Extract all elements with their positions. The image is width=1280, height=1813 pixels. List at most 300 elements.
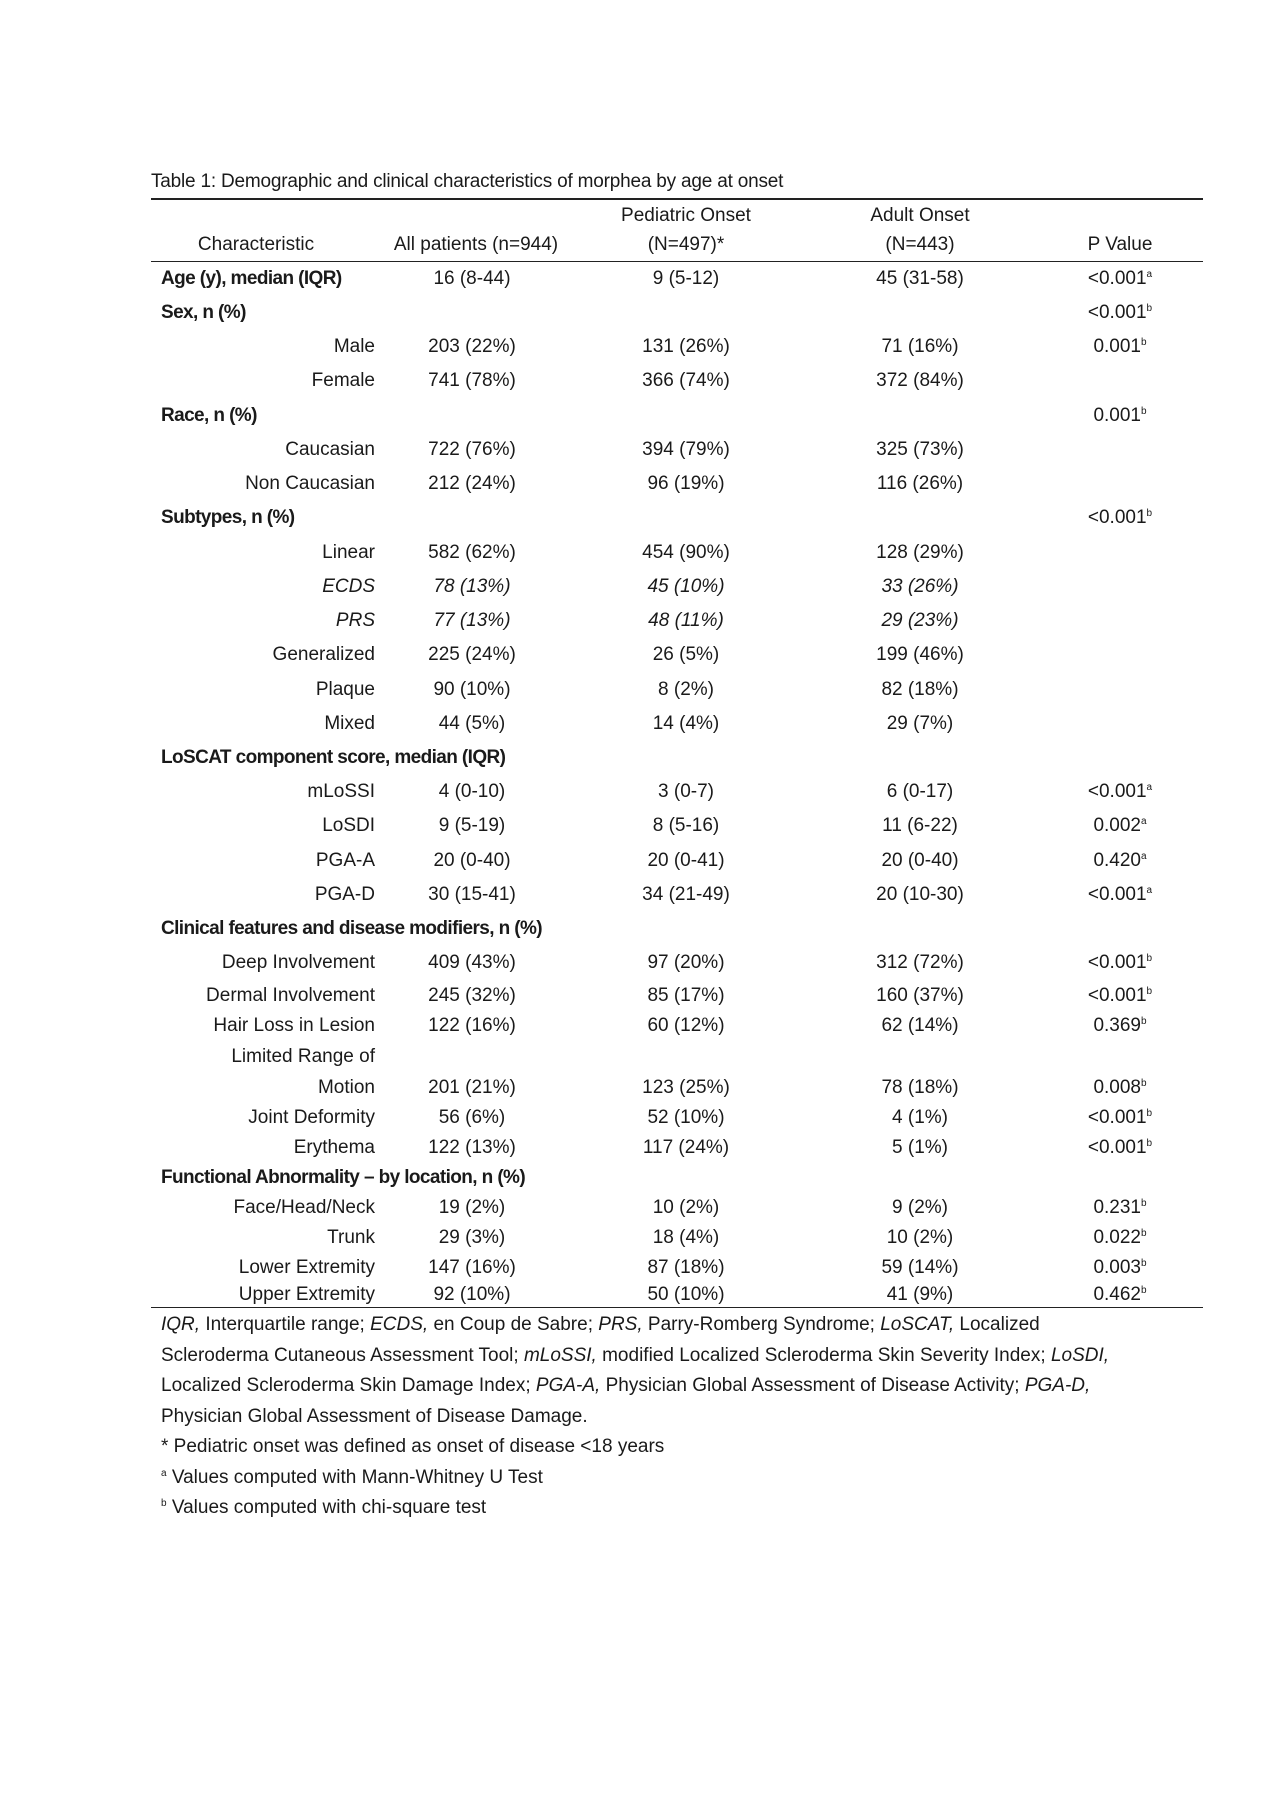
cell-all-patients bbox=[375, 843, 569, 878]
cell-p-value bbox=[1037, 843, 1203, 878]
cell-adult-onset bbox=[803, 980, 1037, 1011]
row-label bbox=[151, 1103, 375, 1133]
cell-adult-onset-text: 372 (84%) bbox=[876, 370, 964, 391]
cell-pediatric-onset-text: 85 (17%) bbox=[647, 985, 725, 1006]
row-label-text: Hair Loss in Lesion bbox=[213, 1015, 375, 1036]
row-label bbox=[151, 1253, 375, 1283]
cell-all-patients bbox=[375, 364, 569, 398]
cell-pediatric-onset bbox=[569, 707, 803, 741]
p-value-footnote-marker: b bbox=[1140, 337, 1147, 348]
abbreviation-definition: Parry-Romberg Syndrome; bbox=[642, 1314, 881, 1335]
footnote-star: * Pediatric onset was defined as onset of disease <18 years bbox=[161, 1436, 665, 1457]
cell-all-patients-text: 409 (43%) bbox=[428, 952, 516, 973]
table-row bbox=[151, 467, 1203, 501]
row-label bbox=[151, 843, 375, 878]
cell-adult-onset bbox=[803, 946, 1037, 980]
table-section-row bbox=[151, 501, 1203, 535]
p-value-footnote-marker: b bbox=[1140, 1198, 1147, 1209]
cell-pediatric-onset-text: 50 (10%) bbox=[647, 1284, 725, 1305]
cell-adult-onset bbox=[803, 809, 1037, 843]
cell-p-value bbox=[1037, 1223, 1203, 1253]
row-label bbox=[151, 638, 375, 672]
cell-adult-onset bbox=[803, 604, 1037, 638]
p-value-footnote-marker: b bbox=[1140, 1258, 1147, 1269]
cell-all-patients-text: 29 (3%) bbox=[438, 1227, 506, 1248]
header-pediatric-line1: Pediatric Onset bbox=[621, 205, 751, 226]
cell-p-value bbox=[1037, 1193, 1203, 1223]
cell-p-value bbox=[1037, 1103, 1203, 1133]
cell-all-patients-text: 30 (15-41) bbox=[428, 884, 516, 905]
p-value-footnote-marker: b bbox=[1146, 953, 1153, 964]
abbreviation-definition: Physician Global Assessment of Disease Activity; bbox=[600, 1375, 1025, 1396]
cell-pediatric-onset bbox=[569, 570, 803, 604]
row-label-text: LoSDI bbox=[322, 815, 375, 836]
cell-adult-onset-text: 62 (14%) bbox=[881, 1015, 959, 1036]
row-label bbox=[151, 707, 375, 741]
cell-all-patients-text: 77 (13%) bbox=[433, 610, 511, 631]
row-label bbox=[151, 1072, 375, 1103]
table-row bbox=[151, 330, 1203, 364]
cell-all-patients bbox=[375, 1072, 569, 1103]
cell-pediatric-onset bbox=[569, 809, 803, 843]
row-label-text: Male bbox=[333, 336, 375, 357]
cell-all-patients-text: 203 (22%) bbox=[428, 336, 516, 357]
cell-p-value bbox=[1037, 398, 1203, 433]
table-section-row bbox=[151, 398, 1203, 433]
cell-all-patients-text: 90 (10%) bbox=[433, 679, 511, 700]
cell-adult-onset-text: 20 (0-40) bbox=[881, 850, 959, 871]
row-label-text: Age (y), median (IQR) bbox=[161, 268, 342, 289]
cell-p-value-text: <0.001 bbox=[1087, 884, 1147, 905]
cell-adult-onset-text: 11 (6-22) bbox=[882, 815, 958, 836]
p-value-footnote-marker: a bbox=[1140, 851, 1147, 862]
table-row bbox=[151, 1283, 1203, 1307]
table-section-row bbox=[151, 296, 1203, 330]
cell-adult-onset-text: 128 (29%) bbox=[876, 542, 964, 563]
row-label bbox=[151, 535, 375, 570]
row-label bbox=[161, 501, 861, 535]
cell-pediatric-onset bbox=[569, 1133, 803, 1163]
abbreviation-term: PGA-D, bbox=[1024, 1375, 1091, 1396]
cell-p-value bbox=[1037, 296, 1203, 330]
cell-adult-onset-text: 29 (7%) bbox=[886, 713, 954, 734]
cell-adult-onset-text: 312 (72%) bbox=[876, 952, 964, 973]
table-row bbox=[151, 1133, 1203, 1163]
cell-adult-onset bbox=[803, 638, 1037, 672]
cell-adult-onset bbox=[803, 1253, 1037, 1283]
cell-p-value-text: <0.001 bbox=[1087, 1137, 1147, 1158]
cell-pediatric-onset bbox=[569, 604, 803, 638]
table-body bbox=[151, 262, 1203, 1307]
abbreviation-definition: modified Localized Scleroderma Skin Severity Index; bbox=[596, 1344, 1051, 1366]
cell-pediatric-onset-text: 45 (10%) bbox=[647, 576, 725, 597]
row-label-text: Deep Involvement bbox=[221, 952, 375, 973]
cell-p-value bbox=[1037, 775, 1203, 809]
abbreviation-line bbox=[161, 1310, 1161, 1341]
row-label-text: Limited Range of bbox=[231, 1046, 375, 1067]
cell-adult-onset bbox=[803, 775, 1037, 809]
p-value-footnote-marker: b bbox=[1140, 1228, 1147, 1239]
row-label-text: Subtypes, n (%) bbox=[161, 507, 295, 528]
cell-pediatric-onset-text: 9 (5-12) bbox=[652, 268, 720, 289]
row-label bbox=[161, 741, 861, 775]
cell-adult-onset bbox=[803, 433, 1037, 467]
cell-pediatric-onset bbox=[569, 638, 803, 672]
cell-pediatric-onset bbox=[569, 364, 803, 398]
cell-p-value bbox=[1037, 1011, 1203, 1041]
cell-p-value-text: 0.002 bbox=[1093, 815, 1141, 836]
cell-all-patients bbox=[375, 467, 569, 501]
cell-p-value bbox=[1037, 1253, 1203, 1283]
table-row bbox=[151, 1193, 1203, 1223]
cell-all-patients-text: 122 (13%) bbox=[428, 1137, 516, 1158]
cell-adult-onset-text: 160 (37%) bbox=[876, 985, 964, 1006]
p-value-footnote-marker: b bbox=[1146, 1108, 1153, 1119]
abbreviation-definition: Physician Global Assessment of Disease Damage. bbox=[161, 1405, 588, 1427]
cell-pediatric-onset-text: 20 (0-41) bbox=[647, 850, 725, 871]
cell-adult-onset bbox=[803, 878, 1037, 912]
cell-pediatric-onset-text: 394 (79%) bbox=[642, 439, 730, 460]
abbreviation-term: LoSCAT, bbox=[880, 1314, 955, 1335]
table-row bbox=[151, 878, 1203, 912]
cell-p-value-text: <0.001 bbox=[1087, 1107, 1147, 1128]
cell-all-patients bbox=[375, 707, 569, 741]
cell-p-value-text: 0.022 bbox=[1093, 1227, 1141, 1248]
cell-all-patients-text: 56 (6%) bbox=[438, 1107, 506, 1128]
table-row bbox=[151, 1253, 1203, 1283]
cell-pediatric-onset-text: 14 (4%) bbox=[652, 713, 720, 734]
table-row bbox=[151, 707, 1203, 741]
table-row bbox=[151, 1011, 1203, 1041]
cell-all-patients-text: 582 (62%) bbox=[428, 542, 516, 563]
cell-all-patients bbox=[375, 809, 569, 843]
cell-pediatric-onset-text: 26 (5%) bbox=[652, 644, 720, 665]
p-value-footnote-marker: b bbox=[1146, 508, 1153, 519]
cell-all-patients-text: 212 (24%) bbox=[428, 473, 516, 494]
row-label-text: PGA-D bbox=[314, 884, 375, 905]
header-characteristic: Characteristic bbox=[197, 234, 315, 255]
cell-all-patients-text: 245 (32%) bbox=[428, 985, 516, 1006]
cell-adult-onset-text: 199 (46%) bbox=[876, 644, 964, 665]
cell-adult-onset bbox=[803, 570, 1037, 604]
cell-all-patients bbox=[375, 1253, 569, 1283]
row-label-text: ECDS bbox=[322, 576, 375, 597]
cell-pediatric-onset-text: 34 (21-49) bbox=[642, 884, 730, 905]
table-row bbox=[151, 433, 1203, 467]
cell-p-value-text: 0.001 bbox=[1093, 405, 1141, 426]
cell-adult-onset bbox=[803, 467, 1037, 501]
cell-all-patients-text: 16 (8-44) bbox=[433, 268, 511, 289]
cell-p-value-text: <0.001 bbox=[1087, 985, 1147, 1006]
footnote-a-text: Values computed with Mann-Whitney U Test bbox=[166, 1466, 543, 1488]
cell-adult-onset bbox=[803, 1193, 1037, 1223]
cell-all-patients-text: 4 (0-10) bbox=[438, 781, 506, 802]
cell-adult-onset bbox=[803, 672, 1037, 707]
cell-all-patients bbox=[375, 570, 569, 604]
row-label bbox=[151, 364, 375, 398]
cell-p-value-text: 0.008 bbox=[1093, 1077, 1141, 1098]
cell-pediatric-onset-text: 3 (0-7) bbox=[658, 781, 714, 802]
p-value-footnote-marker: b bbox=[1140, 1078, 1147, 1089]
row-label bbox=[151, 775, 375, 809]
row-label-text: Linear bbox=[322, 542, 375, 563]
row-label bbox=[161, 1163, 861, 1193]
row-label-text: Mixed bbox=[324, 713, 375, 734]
cell-pediatric-onset bbox=[569, 1072, 803, 1103]
cell-p-value-text: 0.001 bbox=[1093, 336, 1141, 357]
cell-all-patients bbox=[375, 1103, 569, 1133]
row-label bbox=[151, 570, 375, 604]
cell-pediatric-onset-text: 454 (90%) bbox=[642, 542, 730, 563]
footnote-b bbox=[161, 1493, 1161, 1524]
abbreviation-term: PGA-A, bbox=[535, 1375, 601, 1396]
abbreviation-term: mLoSSI, bbox=[523, 1344, 597, 1366]
cell-all-patients bbox=[375, 535, 569, 570]
footnote-a-marker: a bbox=[161, 1467, 167, 1479]
cell-adult-onset-text: 20 (10-30) bbox=[876, 884, 964, 905]
row-label bbox=[151, 878, 375, 912]
cell-adult-onset bbox=[803, 1072, 1037, 1103]
row-label-text: PGA-A bbox=[315, 850, 375, 871]
cell-pediatric-onset bbox=[569, 330, 803, 364]
row-label-text: Functional Abnormality – by location, n (%) bbox=[161, 1167, 526, 1188]
cell-pediatric-onset-text: 366 (74%) bbox=[642, 370, 730, 391]
cell-all-patients-text: 741 (78%) bbox=[428, 370, 516, 391]
cell-adult-onset bbox=[803, 1103, 1037, 1133]
cell-adult-onset-text: 9 (2%) bbox=[892, 1197, 948, 1218]
cell-pediatric-onset bbox=[569, 946, 803, 980]
cell-adult-onset-text: 71 (16%) bbox=[881, 336, 959, 357]
cell-all-patients bbox=[375, 330, 569, 364]
row-label-text: Face/Head/Neck bbox=[233, 1197, 375, 1218]
cell-pediatric-onset-text: 48 (11%) bbox=[648, 610, 724, 631]
row-label-text: Female bbox=[311, 370, 375, 391]
cell-adult-onset-text: 82 (18%) bbox=[881, 679, 959, 700]
row-label bbox=[151, 672, 375, 707]
cell-all-patients bbox=[375, 1193, 569, 1223]
table-page bbox=[151, 170, 1203, 1524]
cell-pediatric-onset-text: 96 (19%) bbox=[647, 473, 725, 494]
cell-all-patients-text: 147 (16%) bbox=[428, 1257, 516, 1278]
cell-all-patients bbox=[375, 638, 569, 672]
cell-all-patients bbox=[375, 946, 569, 980]
cell-pediatric-onset-text: 87 (18%) bbox=[647, 1257, 725, 1278]
abbreviation-term: IQR, bbox=[161, 1314, 201, 1335]
row-label bbox=[151, 330, 375, 364]
row-label-text: Upper Extremity bbox=[238, 1284, 375, 1305]
row-label bbox=[151, 946, 375, 980]
cell-all-patients bbox=[375, 604, 569, 638]
cell-p-value-text: <0.001 bbox=[1087, 507, 1147, 528]
cell-adult-onset bbox=[803, 707, 1037, 741]
cell-adult-onset-text: 325 (73%) bbox=[876, 439, 964, 460]
cell-adult-onset-text: 78 (18%) bbox=[881, 1077, 959, 1098]
cell-p-value bbox=[1037, 946, 1203, 980]
cell-adult-onset-text: 5 (1%) bbox=[892, 1137, 948, 1158]
table-section-row bbox=[151, 912, 1203, 946]
cell-pediatric-onset-text: 10 (2%) bbox=[652, 1197, 720, 1218]
cell-pediatric-onset-text: 8 (2%) bbox=[658, 679, 714, 700]
cell-pediatric-onset-text: 117 (24%) bbox=[642, 1137, 730, 1158]
header-adult-line1: Adult Onset bbox=[870, 205, 970, 226]
row-label bbox=[151, 604, 375, 638]
row-label bbox=[151, 467, 375, 501]
cell-pediatric-onset bbox=[569, 1283, 803, 1307]
table-row bbox=[151, 1103, 1203, 1133]
row-label bbox=[161, 398, 861, 433]
cell-pediatric-onset-text: 131 (26%) bbox=[642, 336, 730, 357]
cell-adult-onset bbox=[803, 330, 1037, 364]
cell-all-patients bbox=[375, 433, 569, 467]
cell-all-patients bbox=[375, 878, 569, 912]
row-label-text: mLoSSI bbox=[307, 781, 375, 802]
row-label bbox=[151, 433, 375, 467]
p-value-footnote-marker: a bbox=[1146, 885, 1153, 896]
cell-all-patients-text: 201 (21%) bbox=[428, 1077, 516, 1098]
p-value-footnote-marker: b bbox=[1146, 986, 1153, 997]
cell-p-value bbox=[1037, 980, 1203, 1011]
row-label bbox=[161, 912, 861, 946]
table-footnotes bbox=[151, 1308, 1161, 1524]
cell-adult-onset-text: 6 (0-17) bbox=[886, 781, 954, 802]
p-value-footnote-marker: a bbox=[1146, 269, 1153, 280]
p-value-footnote-marker: a bbox=[1140, 816, 1147, 827]
cell-adult-onset bbox=[803, 364, 1037, 398]
cell-all-patients bbox=[375, 1133, 569, 1163]
cell-all-patients-text: 44 (5%) bbox=[438, 713, 506, 734]
cell-pediatric-onset bbox=[569, 262, 803, 296]
row-label-text: Dermal Involvement bbox=[206, 985, 375, 1006]
cell-adult-onset-text: 33 (26%) bbox=[881, 576, 959, 597]
abbreviation-term: ECDS, bbox=[370, 1314, 429, 1335]
table-row bbox=[151, 535, 1203, 570]
header-adult-line2: (N=443) bbox=[885, 234, 955, 255]
cell-adult-onset-text: 59 (14%) bbox=[881, 1257, 959, 1278]
row-label-text: Sex, n (%) bbox=[161, 302, 246, 323]
cell-adult-onset-text: 116 (26%) bbox=[876, 473, 964, 494]
header-p-value: P Value bbox=[1087, 234, 1153, 255]
cell-all-patients bbox=[375, 1011, 569, 1041]
table-row bbox=[151, 775, 1203, 809]
row-label-text: Non Caucasian bbox=[245, 473, 375, 494]
row-label-text: Motion bbox=[317, 1077, 375, 1098]
row-label-text: Generalized bbox=[272, 644, 375, 665]
cell-all-patients-text: 722 (76%) bbox=[428, 439, 516, 460]
cell-pediatric-onset bbox=[569, 535, 803, 570]
table-row bbox=[151, 1072, 1203, 1103]
cell-all-patients bbox=[375, 1223, 569, 1253]
row-label-text: Caucasian bbox=[285, 439, 375, 460]
cell-pediatric-onset bbox=[569, 843, 803, 878]
cell-adult-onset bbox=[803, 1223, 1037, 1253]
cell-pediatric-onset-text: 18 (4%) bbox=[652, 1227, 720, 1248]
table-row bbox=[151, 638, 1203, 672]
cell-adult-onset bbox=[803, 1133, 1037, 1163]
row-label-text: Plaque bbox=[315, 679, 375, 700]
table-header bbox=[151, 200, 1203, 261]
row-label bbox=[161, 296, 861, 330]
cell-adult-onset-text: 4 (1%) bbox=[892, 1107, 948, 1128]
cell-adult-onset bbox=[803, 1011, 1037, 1041]
abbreviation-line bbox=[161, 1341, 1161, 1372]
cell-pediatric-onset bbox=[569, 1193, 803, 1223]
cell-pediatric-onset-text: 97 (20%) bbox=[647, 952, 725, 973]
cell-pediatric-onset bbox=[569, 980, 803, 1011]
cell-p-value-text: <0.001 bbox=[1087, 952, 1147, 973]
row-label bbox=[151, 1133, 375, 1163]
p-value-footnote-marker: b bbox=[1146, 1138, 1153, 1149]
cell-all-patients bbox=[375, 262, 569, 296]
cell-all-patients bbox=[375, 672, 569, 707]
cell-pediatric-onset bbox=[569, 467, 803, 501]
cell-p-value bbox=[1037, 330, 1203, 364]
row-label bbox=[151, 809, 375, 843]
row-label-text: Joint Deformity bbox=[248, 1107, 375, 1128]
abbreviation-term: LoSDI, bbox=[1050, 1344, 1110, 1366]
abbreviation-definition: Localized Scleroderma Skin Damage Index; bbox=[161, 1375, 536, 1396]
abbreviation-footnote bbox=[161, 1310, 1161, 1432]
cell-all-patients-text: 92 (10%) bbox=[433, 1284, 511, 1305]
abbreviation-line bbox=[161, 1402, 1161, 1433]
cell-all-patients bbox=[375, 1283, 569, 1307]
cell-adult-onset-text: 41 (9%) bbox=[886, 1284, 954, 1305]
cell-adult-onset bbox=[803, 843, 1037, 878]
abbreviation-term: PRS, bbox=[598, 1314, 643, 1335]
table-row bbox=[151, 843, 1203, 878]
cell-pediatric-onset-text: 52 (10%) bbox=[647, 1107, 725, 1128]
cell-all-patients bbox=[375, 980, 569, 1011]
table-section-row bbox=[151, 262, 1203, 296]
cell-pediatric-onset bbox=[569, 1011, 803, 1041]
row-label bbox=[151, 1193, 375, 1223]
cell-pediatric-onset bbox=[569, 775, 803, 809]
cell-pediatric-onset-text: 123 (25%) bbox=[642, 1077, 730, 1098]
abbreviation-definition: Interquartile range; bbox=[200, 1314, 371, 1335]
cell-pediatric-onset-text: 60 (12%) bbox=[647, 1015, 725, 1036]
row-label bbox=[151, 1011, 375, 1041]
cell-p-value bbox=[1037, 1072, 1203, 1103]
cell-adult-onset-text: 10 (2%) bbox=[886, 1227, 954, 1248]
row-label bbox=[151, 980, 375, 1011]
row-label-text: Clinical features and disease modifiers, n (%) bbox=[161, 918, 543, 939]
cell-adult-onset bbox=[803, 1283, 1037, 1307]
row-label-text: Erythema bbox=[293, 1137, 375, 1158]
cell-p-value bbox=[1037, 1283, 1203, 1307]
cell-p-value-text: 0.231 bbox=[1093, 1197, 1141, 1218]
cell-all-patients bbox=[375, 775, 569, 809]
cell-pediatric-onset bbox=[569, 1103, 803, 1133]
row-label-text: LoSCAT component score, median (IQR) bbox=[161, 747, 506, 768]
table-row bbox=[151, 1223, 1203, 1253]
footnote-b-marker: b bbox=[161, 1498, 167, 1509]
header-pediatric-line2: (N=497)* bbox=[647, 234, 725, 255]
cell-p-value bbox=[1037, 809, 1203, 843]
cell-all-patients-text: 78 (13%) bbox=[433, 576, 511, 597]
cell-pediatric-onset bbox=[569, 1253, 803, 1283]
abbreviation-definition: Scleroderma Cutaneous Assessment Tool; bbox=[161, 1344, 524, 1366]
row-label-text: Lower Extremity bbox=[238, 1257, 375, 1278]
cell-pediatric-onset bbox=[569, 433, 803, 467]
table-row bbox=[151, 570, 1203, 604]
cell-p-value bbox=[1037, 262, 1203, 296]
row-label-text: Race, n (%) bbox=[161, 405, 257, 426]
cell-p-value bbox=[1037, 878, 1203, 912]
cell-pediatric-onset-text: 8 (5-16) bbox=[652, 815, 720, 836]
cell-p-value-text: 0.462 bbox=[1093, 1284, 1141, 1305]
cell-p-value-text: <0.001 bbox=[1087, 302, 1147, 323]
table-row bbox=[151, 946, 1203, 980]
p-value-footnote-marker: b bbox=[1140, 406, 1147, 417]
